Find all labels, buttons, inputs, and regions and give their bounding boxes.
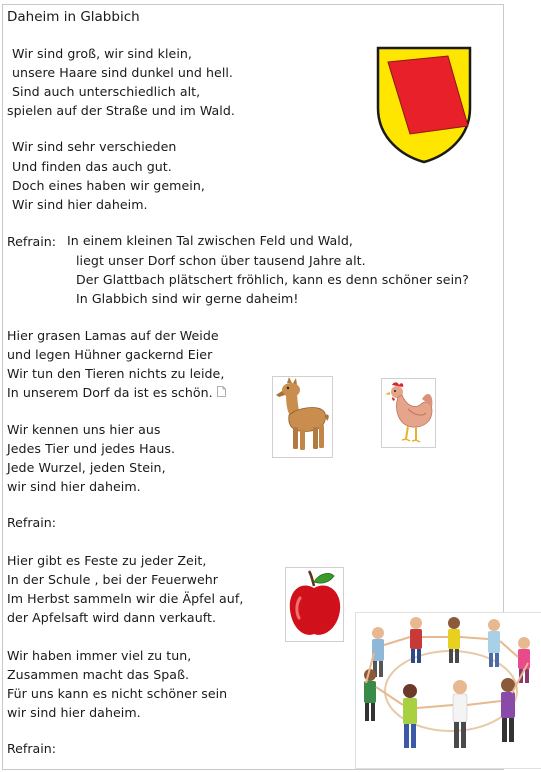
stanza4-line1: Wir kennen uns hier aus bbox=[7, 422, 161, 437]
chicken-image bbox=[381, 378, 436, 448]
stanza6-line2: Zusammen macht das Spaß. bbox=[7, 667, 190, 682]
stanza6-line1: Wir haben immer viel zu tun, bbox=[7, 648, 192, 663]
document-icon bbox=[217, 386, 226, 397]
stanza5-line1: Hier gibt es Feste zu jeder Zeit, bbox=[7, 553, 207, 568]
stanza5-line4: der Apfelsaft wird dann verkauft. bbox=[7, 610, 217, 625]
coat-of-arms-image bbox=[376, 46, 472, 164]
stanza2-line4: Wir sind hier daheim. bbox=[12, 197, 148, 212]
stanza3-line2: und legen Hühner gackernd Eier bbox=[7, 347, 213, 362]
stanza5-line3: Im Herbst sammeln wir die Äpfel auf, bbox=[7, 591, 244, 606]
refrain-label-2: Refrain: bbox=[7, 515, 56, 530]
stanza4-line2: Jedes Tier und jedes Haus. bbox=[7, 441, 176, 456]
stanza4-line4: wir sind hier daheim. bbox=[7, 479, 141, 494]
stanza6-line3: Für uns kann es nicht schöner sein bbox=[7, 686, 228, 701]
refrain-label: Refrain: bbox=[7, 234, 56, 249]
stanza2-line1: Wir sind sehr verschieden bbox=[12, 139, 177, 154]
poem-title: Daheim in Glabbich bbox=[7, 9, 140, 25]
llama-image bbox=[272, 376, 333, 458]
stanza1-line1: Wir sind groß, wir sind klein, bbox=[12, 46, 192, 61]
stanza3-line4: In unserem Dorf da ist es schön. bbox=[7, 385, 213, 400]
refrain-line1: In einem kleinen Tal zwischen Feld und Wald, bbox=[67, 233, 353, 248]
stanza4-line3: Jede Wurzel, jeden Stein, bbox=[7, 460, 166, 475]
stanza2-line3: Doch eines haben wir gemein, bbox=[12, 178, 205, 193]
stanza1-line4: spielen auf der Straße und im Wald. bbox=[7, 103, 235, 118]
apple-image bbox=[285, 567, 344, 642]
stanza3-line3: Wir tun den Tieren nichts zu leide, bbox=[7, 366, 225, 381]
stanza1-line3: Sind auch unterschiedlich alt, bbox=[12, 84, 201, 99]
refrain-line3: Der Glattbach plätschert fröhlich, kann es denn schöner sein? bbox=[76, 272, 469, 287]
stanza6-line4: wir sind hier daheim. bbox=[7, 705, 141, 720]
stanza1-line2: unsere Haare sind dunkel und hell. bbox=[12, 65, 233, 80]
stanza5-line2: In der Schule , bei der Feuerwehr bbox=[7, 572, 218, 587]
children-circle-image bbox=[355, 612, 541, 769]
refrain-line4: In Glabbich sind wir gerne daheim! bbox=[76, 291, 299, 306]
refrain-label-3: Refrain: bbox=[7, 741, 56, 756]
refrain-line2: liegt unser Dorf schon über tausend Jahre alt. bbox=[76, 253, 366, 268]
stanza2-line2: Und finden das auch gut. bbox=[12, 159, 172, 174]
stanza3-line1: Hier grasen Lamas auf der Weide bbox=[7, 328, 219, 343]
